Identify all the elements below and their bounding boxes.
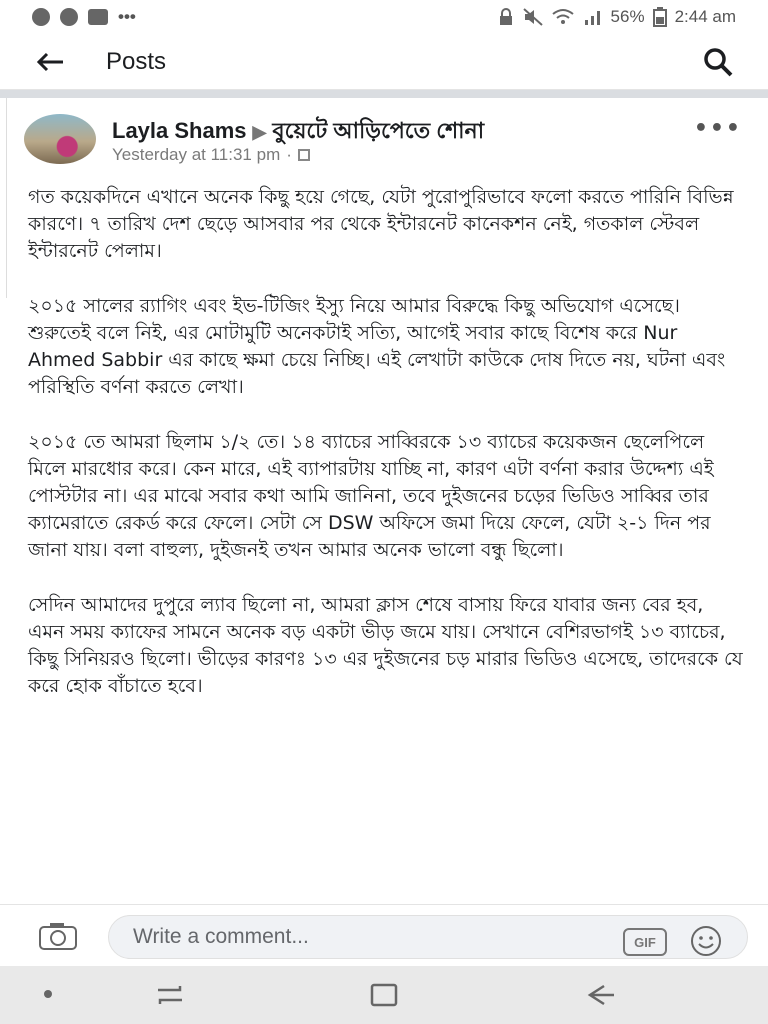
post-body: [28, 184, 744, 728]
separator-dot: ·: [286, 145, 292, 164]
signal-icon: [583, 8, 603, 26]
post-paragraph: ২০১৫ সালের র‍্যাগিং এবং ইভ-টিজিং ইস্যু নিয়ে আমার বিরুদ্ধে কিছু অভিযোগ এসেছে। শুরুতেই বলে নিই, এর মোটামুটি অনেকটাই সত্যি, আগেই সবার কাছে বিশেষ করে Nur Ahmed Sabbir এর কাছে ক্ষমা চেয়ে নিচ্ছি। এই লেখাটা কাউকে দোষ দিতে নয়, ঘটনা এবং পরিস্থিতি বর্ণনা করতে লেখা।: [28, 295, 726, 398]
clock-time: 2:44 am: [674, 7, 736, 26]
battery-percent: 56%: [610, 7, 645, 26]
back-arrow-icon[interactable]: [30, 42, 70, 82]
left-edge-line: [0, 98, 7, 298]
app-header: [0, 34, 768, 90]
status-system: [497, 7, 736, 27]
mute-icon: [523, 8, 543, 26]
facebook-icon: [60, 8, 78, 26]
search-icon[interactable]: [698, 42, 738, 82]
message-icon: [88, 9, 108, 25]
status-bar: [0, 0, 768, 34]
comment-placeholder: Write a comment...: [133, 925, 309, 948]
recent-apps-icon[interactable]: [152, 982, 188, 1008]
more-options-icon[interactable]: •••: [693, 116, 742, 141]
gif-icon[interactable]: GIF: [623, 928, 667, 956]
comment-bar: [0, 904, 768, 966]
author-name[interactable]: Layla Shams: [112, 118, 247, 143]
post-card: [0, 98, 768, 904]
privacy-icon: [298, 149, 310, 161]
home-icon[interactable]: [366, 982, 402, 1008]
post-paragraph: ২০১৫ তে আমরা ছিলাম ১/২ তে। ১৪ ব্যাচের সাব্বিরকে ১৩ ব্যাচের কয়েকজন ছেলেপিলে মিলে মারধোর করে। কেন মারে, এই ব্যাপারটায় যাচ্ছি না, কারণ এটা বর্ণনা করার উদ্দেশ্য এই পোস্টটার না। এর মাঝে সবার কথা আমি জানিনা, তবে দুইজনের চড়ের ভিডিও সাব্বির তার ক্যামেরাতে রেকর্ড করে ফেলে। সেটা সে DSW অফিসে জমা দিয়ে ফেলে, যেটা ২-১ দিন পর জানা যায়। বলা বাহুল্য, দুইজনই তখন আমার অনেক ভালো বন্ধু ছিলো।: [28, 431, 714, 561]
nav-back-icon[interactable]: [582, 982, 618, 1008]
post-paragraph: গত কয়েকদিনে এখানে অনেক কিছু হয়ে গেছে, যেটা পুরোপুরিভাবে ফলো করতে পারিনি বিভিন্ন কারণে। ৭ তারিখ দেশ ছেড়ে আসবার পর থেকে ইন্টারনেট কানেকশন নেই, গতকাল স্টেবল ইন্টারনেট পেলাম।: [28, 186, 734, 262]
post-paragraph: সেদিন আমাদের দুপুরে ল্যাব ছিলো না, আমরা ক্লাস শেষে বাসায় ফিরে যাবার জন্য বের হব, এমন সময় ক্যাফের সামনে অনেক বড় একটা ভীড় জমে যায়। সেখানে বেশিরভাগই ১৩ ব্যাচের, কিছু সিনিয়রও ছিলো। ভীড়ের কারণঃ ১৩ এর দুইজনের চড় মারার ভিডিও এসেছে, তাদেরকে যে করে হোক বাঁচাতে হবে।: [28, 594, 743, 697]
post-timestamp[interactable]: Yesterday at 11:31 pm: [112, 145, 281, 164]
comment-input[interactable]: [108, 915, 748, 959]
status-notifications: [32, 7, 136, 27]
section-divider: [0, 90, 768, 98]
lock-icon: [497, 8, 515, 26]
battery-icon: [653, 7, 667, 27]
emoji-icon[interactable]: [689, 924, 723, 958]
wifi-icon: [551, 8, 575, 26]
camera-icon[interactable]: [38, 921, 78, 951]
nav-dot-icon[interactable]: [44, 990, 52, 998]
group-name[interactable]: বুয়েটে আড়িপেতে শোনা: [272, 118, 485, 143]
system-nav-bar: [0, 966, 768, 1024]
avatar[interactable]: [24, 114, 96, 164]
arrow-right-icon: ▶: [252, 122, 267, 142]
notification-icon: [32, 8, 50, 26]
more-notifications: •••: [118, 7, 136, 26]
post-meta: [112, 145, 310, 165]
page-title: Posts: [106, 47, 167, 75]
